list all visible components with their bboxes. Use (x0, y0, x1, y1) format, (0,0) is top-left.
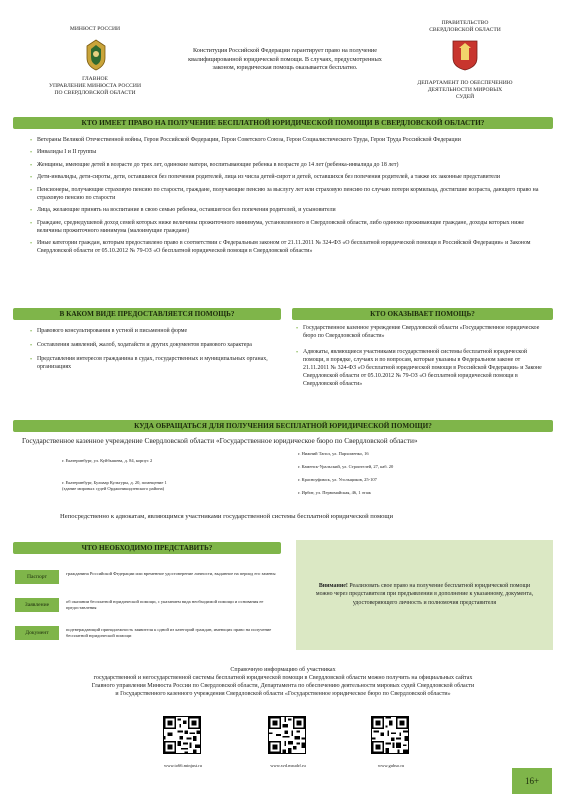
list-item-text: Адвокаты, являющиеся участниками государственной системы бесплатной юридической помощи, в порядке, случаях и по вопросам, которые указаны в Федеральном законе от 21.11.2011 № 324-ФЗ «О бесплатной юридической помощи в Российской Федерации» и Законе Свердловской области от 05.10.2012 № 79-ОЗ «О бесплатной юридической помощи в Свердловской области» (303, 348, 542, 387)
bullet-icon: • (30, 187, 33, 194)
bullet-icon: • (30, 241, 33, 248)
list-item (30, 174, 548, 182)
header-right-bottom (410, 80, 520, 101)
where-org: Государственное казенное учреждение Свердловской области «Государственное юридическое бюро по Свердловской области» (22, 436, 418, 445)
list-item (30, 207, 548, 215)
need-text-application: об оказании бесплатной юридической помощи, с указанием вида необходимой помощи и основания ее предоставления (66, 599, 264, 610)
address-right (298, 451, 538, 495)
header-right-line: СВЕРДЛОВСКОЙ ОБЛАСТИ (429, 26, 501, 33)
qr-code-icon[interactable] (371, 716, 409, 754)
need-text-document: подтверждающий принадлежность заявителя к одной из категорий граждан, имеющих право на получение бесплатной юридической помощи (66, 627, 272, 638)
notice-box (296, 540, 553, 650)
list-item-text: Государственное казенное учреждение Свердловской области «Государственное юридическое бюро по Свердловской области» (303, 325, 540, 339)
ministry-emblem-icon (83, 38, 109, 72)
list-item-text: Представления интересов гражданина в судах, государственных и муниципальных органах, организациях (37, 355, 268, 370)
url-minjust[interactable]: www.to66.minjust.ru (163, 763, 203, 768)
bullet-icon: • (30, 175, 33, 182)
reference-line: Справочную информацию об участниках (230, 667, 336, 673)
form-list (30, 328, 270, 376)
list-item (30, 356, 270, 372)
qr-code-icon[interactable] (163, 716, 201, 754)
list-item-text: Правового консультирования в устной и письменной форме (37, 328, 188, 334)
bullet-icon: • (30, 138, 33, 144)
need-text-passport: гражданина Российской Федерации или временное удостоверение личности, выданное на период его замены (66, 571, 276, 576)
bullet-icon: • (30, 220, 33, 227)
qr-code-icon[interactable] (268, 716, 306, 754)
tag-passport: Паспорт (15, 570, 59, 584)
bullet-icon: • (30, 342, 33, 349)
address-left-1: г. Екатеринбург, ул. Куйбышева, д. 84, корпус 2 (62, 458, 153, 463)
list-item (30, 328, 270, 336)
list-item-text: Составления заявлений, жалоб, ходатайств и других документов правового характера (37, 341, 252, 348)
bullet-icon: • (30, 162, 33, 169)
header-right-line: СУДЕЙ (455, 93, 475, 100)
notice-bold: Внимание! (318, 583, 348, 589)
list-item (296, 349, 546, 389)
header-center-line: Конституция Российской Федерации гарантирует право на получение (192, 47, 377, 54)
address-line: (здание мировых судей Орджоникидзевского района) (62, 485, 165, 491)
list-item (30, 240, 548, 256)
list-item-text: Дети-инвалиды, дети-сироты, дети, оставшиеся без попечения родителей, лица из числа детей-сирот и детей, оставшихся без попечения родителей, а также их законные представители (37, 174, 500, 181)
header-left-line: ГЛАВНОЕ (82, 76, 108, 82)
age-rating-badge: 16+ (512, 768, 552, 794)
provider-list (296, 325, 546, 393)
list-item (30, 220, 548, 236)
bullet-icon: • (296, 349, 299, 356)
region-emblem-icon (450, 38, 480, 72)
header-left-top: МИНЮСТ РОССИИ (69, 26, 121, 32)
provider-title-bar: КТО ОКАЗЫВАЕТ ПОМОЩЬ? (292, 308, 553, 320)
list-item (30, 342, 270, 350)
where-title-bar: КУДА ОБРАЩАТЬСЯ ДЛЯ ПОЛУЧЕНИЯ БЕСПЛАТНОЙ ЮРИДИЧЕСКОЙ ПОМОЩИ? (13, 420, 553, 432)
list-item-text: Ветераны Великой Отечественной войны, Герои Российской Федерации, Герои Советского Союза, Герои Социалистического Труда, Герои Труда Российской Федерации (37, 137, 461, 143)
bullet-icon: • (30, 329, 33, 335)
address-line: г. Красноуфимск, ул. Угольщиков, 25-107 (298, 476, 377, 482)
url-gubso[interactable]: www.gubso.ru (377, 763, 405, 768)
bullet-icon: • (30, 208, 33, 215)
list-item-text: Граждане, среднедушевой доход семей которых ниже величины прожиточного минимума, установленного в Свердловской области, либо одиноко проживающие граждане, доходы которых ниже величины прожиточного минимума (малоимущие граждане) (37, 219, 524, 234)
where-direct: Непосредственно к адвокатам, являющимся участниками государственной системы бесплатной юридической помощи (60, 513, 394, 520)
list-item-text: Женщины, имеющие детей в возрасте до трех лет, одинокие матери, воспитывающие ребенка в возрасте до 14 лет (ребенка-инвалида до 18 лет) (37, 161, 399, 168)
list-item-text: Инвалиды I и II группы (37, 149, 97, 156)
address-line: г. Ирбит, ул. Первомайская, 46, 1 этаж (298, 489, 371, 495)
header-left-line: ПО СВЕРДЛОВСКОЙ ОБЛАСТИ (54, 89, 136, 96)
list-item (30, 149, 548, 157)
tag-document: Документ (15, 626, 59, 640)
bullet-icon: • (30, 150, 33, 157)
header-center-line: квалифицированной юридической помощи. В случаях, предусмотренных (188, 55, 382, 63)
header-right-line: ПРАВИТЕЛЬСТВО (441, 20, 489, 26)
reference-block (13, 666, 553, 698)
header-left-bottom (40, 76, 150, 97)
list-item (30, 137, 548, 145)
list-item (30, 187, 548, 203)
list-item (296, 325, 546, 341)
form-title-bar: В КАКОМ ВИДЕ ПРЕДОСТАВЛЯЕТСЯ ПОМОЩЬ? (13, 308, 281, 320)
address-line: г. Нижний Тагил, ул. Пархоменко, 16 (298, 451, 369, 456)
who-list (30, 137, 548, 261)
list-item-text: Пенсионеры, получающие страховую пенсию по старости, граждане, получающие пенсию за выслугу лет или страховую пенсию по случаю потери кормильца, достигшие возраста, дающего право на страховую пенсию по старости (37, 186, 539, 201)
address-line: г. Каменск-Уральский, ул. Строителей, 27, каб. 20 (298, 463, 394, 469)
tag-application: Заявление (15, 598, 59, 612)
who-title-bar: КТО ИМЕЕТ ПРАВО НА ПОЛУЧЕНИЕ БЕСПЛАТНОЙ ЮРИДИЧЕСКОЙ ПОМОЩИ В СВЕРДЛОВСКОЙ ОБЛАСТИ? (13, 117, 553, 129)
header-right-line: ДЕПАРТАМЕНТ ПО ОБЕСПЕЧЕНИЮ (417, 80, 513, 86)
list-item-text: Иные категории граждан, которым предоставлено право в соответствии с Федеральным законом от 21.11.2011 № 324-ФЗ «О бесплатной юридической помощи в Российской Федерации» и Законом Свердловской области от 05.10.2012 № 79-ОЗ «О бесплатной юридической помощи в Свердловской области» (37, 240, 531, 255)
reference-line: Главного управления Минюста России по Свердловской области, Департамента по обеспечению деятельности мировых судей Свердловской области (91, 683, 475, 690)
header-right-line: ДЕЯТЕЛЬНОСТИ МИРОВЫХ (427, 86, 503, 93)
address-left-2 (62, 480, 262, 492)
address-line: г. Екатеринбург, Бульвар Культуры, д. 20, помещение 1 (62, 480, 167, 485)
list-item (30, 162, 548, 170)
notice-text: Реализовать свое право на получение бесплатной юридической помощи можно через представителя при предъявлении в дополнение к указанному, документа, удостоверяющего личность и полномочия представителя (315, 583, 534, 606)
bullet-icon: • (30, 356, 33, 363)
bullet-icon: • (296, 326, 299, 332)
header-center-text (150, 47, 420, 73)
reference-line: государственной и негосударственной системы бесплатной юридической помощи в Свердловской области можно получить на официальных сайтах (93, 675, 473, 682)
list-item-text: Лица, желающие принять на воспитание в свою семью ребенка, оставшегося без попечения родителей, и усыновители (37, 207, 336, 214)
reference-line: и Государственного казенного учреждения Свердловской области «Государственное юридическое бюро по Свердловской области» (115, 691, 451, 698)
header-left-line: УПРАВЛЕНИЕ МИНЮСТА РОССИИ (49, 82, 141, 89)
need-title-bar: ЧТО НЕОБХОДИМО ПРЕДСТАВИТЬ? (13, 542, 281, 554)
header-right-top (410, 20, 520, 34)
url-msudrf[interactable]: www.svd.msudrf.ru (270, 763, 306, 768)
header-center-line: законом, юридическая помощь оказывается бесплатно. (212, 64, 358, 72)
